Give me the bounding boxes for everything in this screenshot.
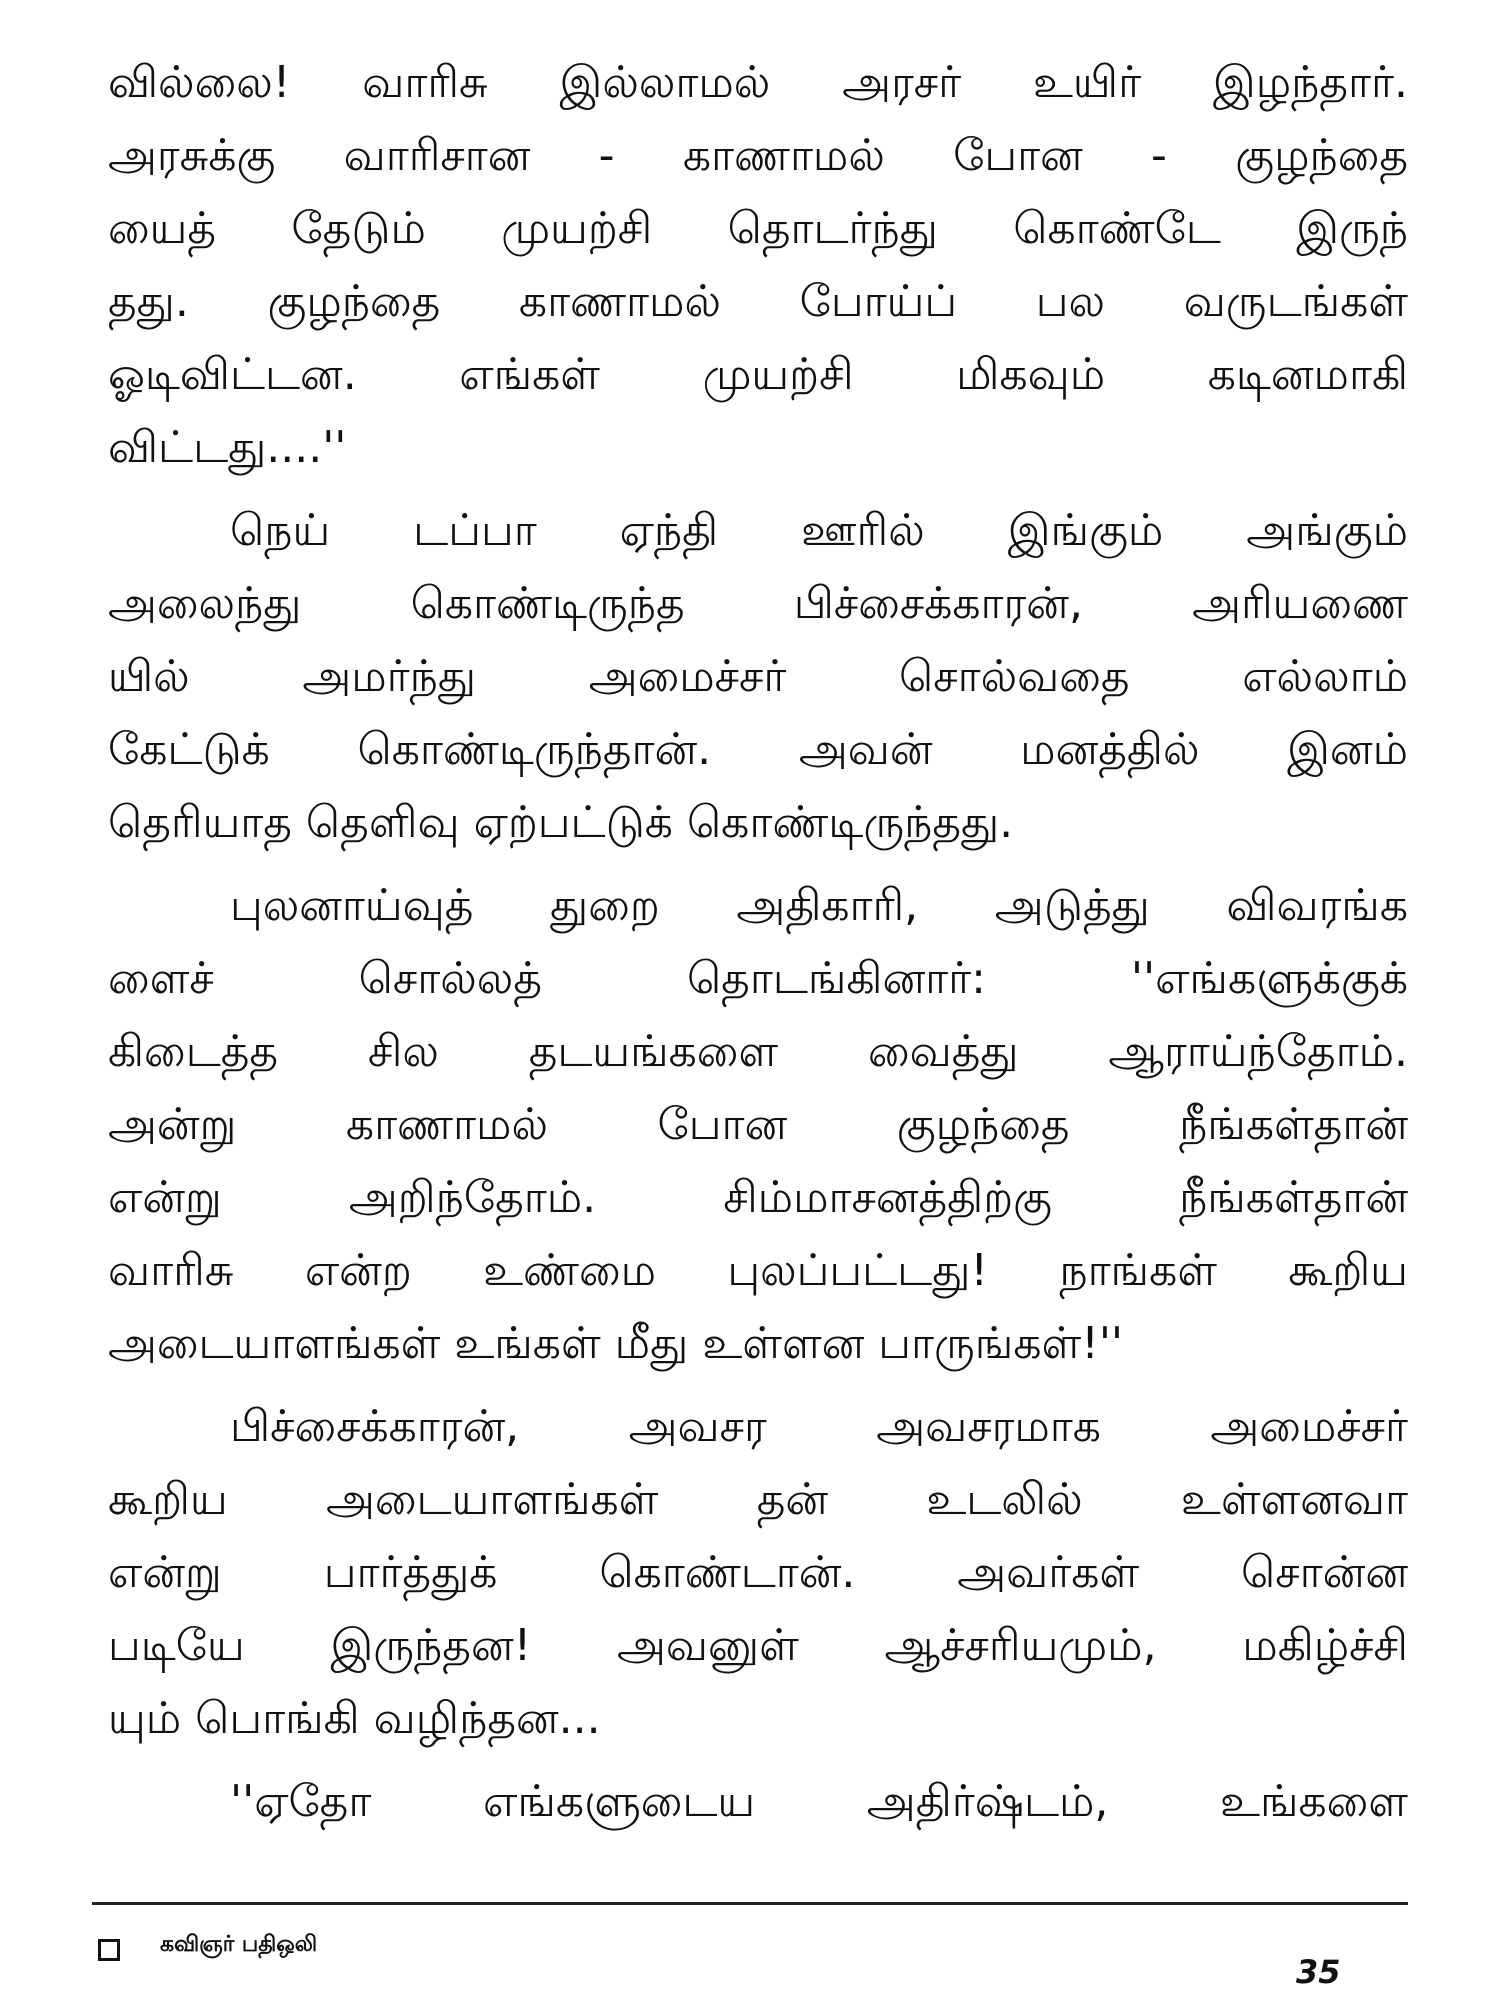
text-line: யைத் தேடும் முயற்சி தொடர்ந்து கொண்டே இருந் — [108, 203, 1408, 254]
text-line: தது. குழந்தை காணாமல் போய்ப் பல வருடங்கள் — [108, 276, 1408, 327]
text-line: ஓடிவிட்டன. எங்கள் முயற்சி மிகவும் கடினமாகி — [108, 349, 1408, 400]
footer-rule — [92, 1902, 1408, 1905]
text-line: புலனாய்வுத் துறை அதிகாரி, அடுத்து விவரங்க — [230, 880, 1408, 931]
text-line: அடையாளங்கள் உங்கள் மீது உள்ளன பாருங்கள்!'' — [108, 1318, 1124, 1369]
page-number: 35 — [1296, 1953, 1341, 1991]
text-line: நெய் டப்பா ஏந்தி ஊரில் இங்கும் அங்கும் — [230, 505, 1408, 556]
text-line: கிடைத்த சில தடயங்களை வைத்து ஆராய்ந்தோம். — [108, 1026, 1408, 1077]
text-line: ''ஏதோ எங்களுடைய அதிர்ஷ்டம், உங்களை — [230, 1776, 1408, 1827]
text-line: அரசுக்கு வாரிசான - காணாமல் போன - குழந்தை — [108, 130, 1408, 181]
square-bullet-icon — [98, 1939, 120, 1961]
text-line: விட்டது....'' — [108, 422, 347, 473]
text-line: வாரிசு என்ற உண்மை புலப்பட்டது! நாங்கள் கூறிய — [108, 1245, 1408, 1296]
text-line: கேட்டுக் கொண்டிருந்தான். அவன் மனத்தில் இனம் — [108, 724, 1408, 775]
text-line: யும் பொங்கி வழிந்தன... — [108, 1693, 601, 1744]
text-line: என்று அறிந்தோம். சிம்மாசனத்திற்கு நீங்கள்தான் — [108, 1172, 1408, 1223]
text-line: வில்லை! வாரிசு இல்லாமல் அரசர் உயிர் இழந்தார். — [108, 57, 1408, 108]
text-line: தெரியாத தெளிவு ஏற்பட்டுக் கொண்டிருந்தது. — [108, 797, 1014, 848]
text-line: அன்று காணாமல் போன குழந்தை நீங்கள்தான் — [108, 1099, 1408, 1150]
text-line: யில் அமர்ந்து அமைச்சர் சொல்வதை எல்லாம் — [108, 651, 1408, 702]
text-line: என்று பார்த்துக் கொண்டான். அவர்கள் சொன்ன — [108, 1547, 1408, 1598]
text-line: அலைந்து கொண்டிருந்த பிச்சைக்காரன், அரியணை — [108, 578, 1408, 629]
footer-book-title: கவிஞர் பதிஒலி — [160, 1932, 318, 1957]
text-line: படியே இருந்தன! அவனுள் ஆச்சரியமும், மகிழ்ச்சி — [108, 1620, 1408, 1671]
text-line: ளைச் சொல்லத் தொடங்கினார்: ''எங்களுக்குக் — [108, 953, 1408, 1004]
text-line: பிச்சைக்காரன், அவசர அவசரமாக அமைச்சர் — [230, 1401, 1408, 1452]
text-line: கூறிய அடையாளங்கள் தன் உடலில் உள்ளனவா — [108, 1474, 1408, 1525]
